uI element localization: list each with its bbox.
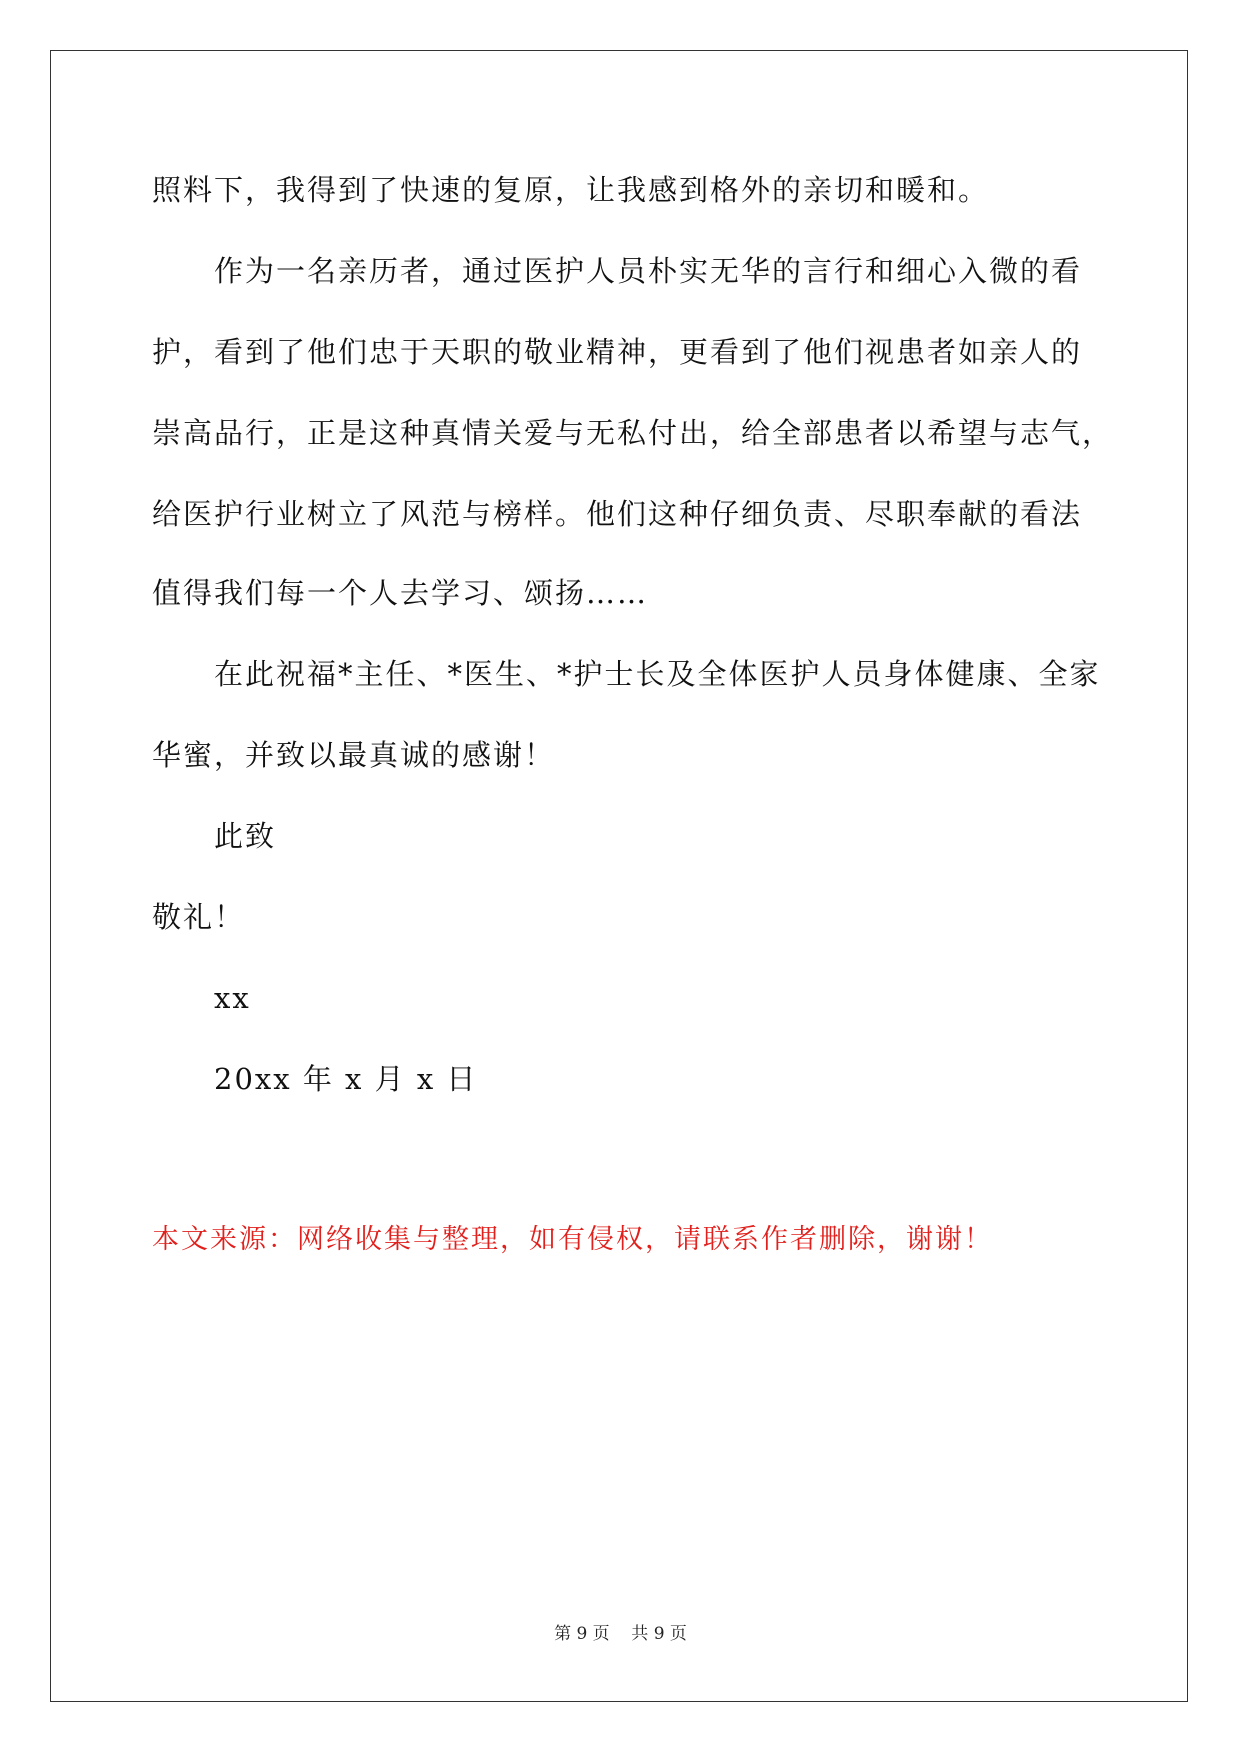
paragraph-line: 崇高品行，正是这种真情关爱与无私付出，给全部患者以希望与志气， xyxy=(152,416,1114,450)
signature-date: 20xx 年 x 月 x 日 xyxy=(214,1062,478,1096)
paragraph-line: 在此祝福*主任、*医生、*护士长及全体医护人员身体健康、全家 xyxy=(214,657,1101,691)
paragraph-line: 值得我们每一个人去学习、颂扬…… xyxy=(152,576,649,610)
paragraph-line: 照料下，我得到了快速的复原，让我感到格外的亲切和暖和。 xyxy=(152,173,990,207)
source-disclaimer: 本文来源：网络收集与整理，如有侵权，请联系作者删除，谢谢！ xyxy=(152,1224,993,1255)
paragraph-line: 华蜜，并致以最真诚的感谢！ xyxy=(152,738,556,772)
page-frame xyxy=(50,50,1188,1702)
closing-regards: 敬礼！ xyxy=(152,900,246,934)
paragraph-line: 护，看到了他们忠于天职的敬业精神，更看到了他们视患者如亲人的 xyxy=(152,335,1083,369)
page-number: 第 9 页 共 9 页 xyxy=(554,1624,687,1644)
paragraph-line: 给医护行业树立了风范与榜样。他们这种仔细负责、尽职奉献的看法 xyxy=(152,497,1083,531)
signature-name: xx xyxy=(214,981,251,1015)
paragraph-line: 作为一名亲历者，通过医护人员朴实无华的言行和细心入微的看 xyxy=(214,254,1083,288)
closing-salutation: 此致 xyxy=(214,819,277,853)
